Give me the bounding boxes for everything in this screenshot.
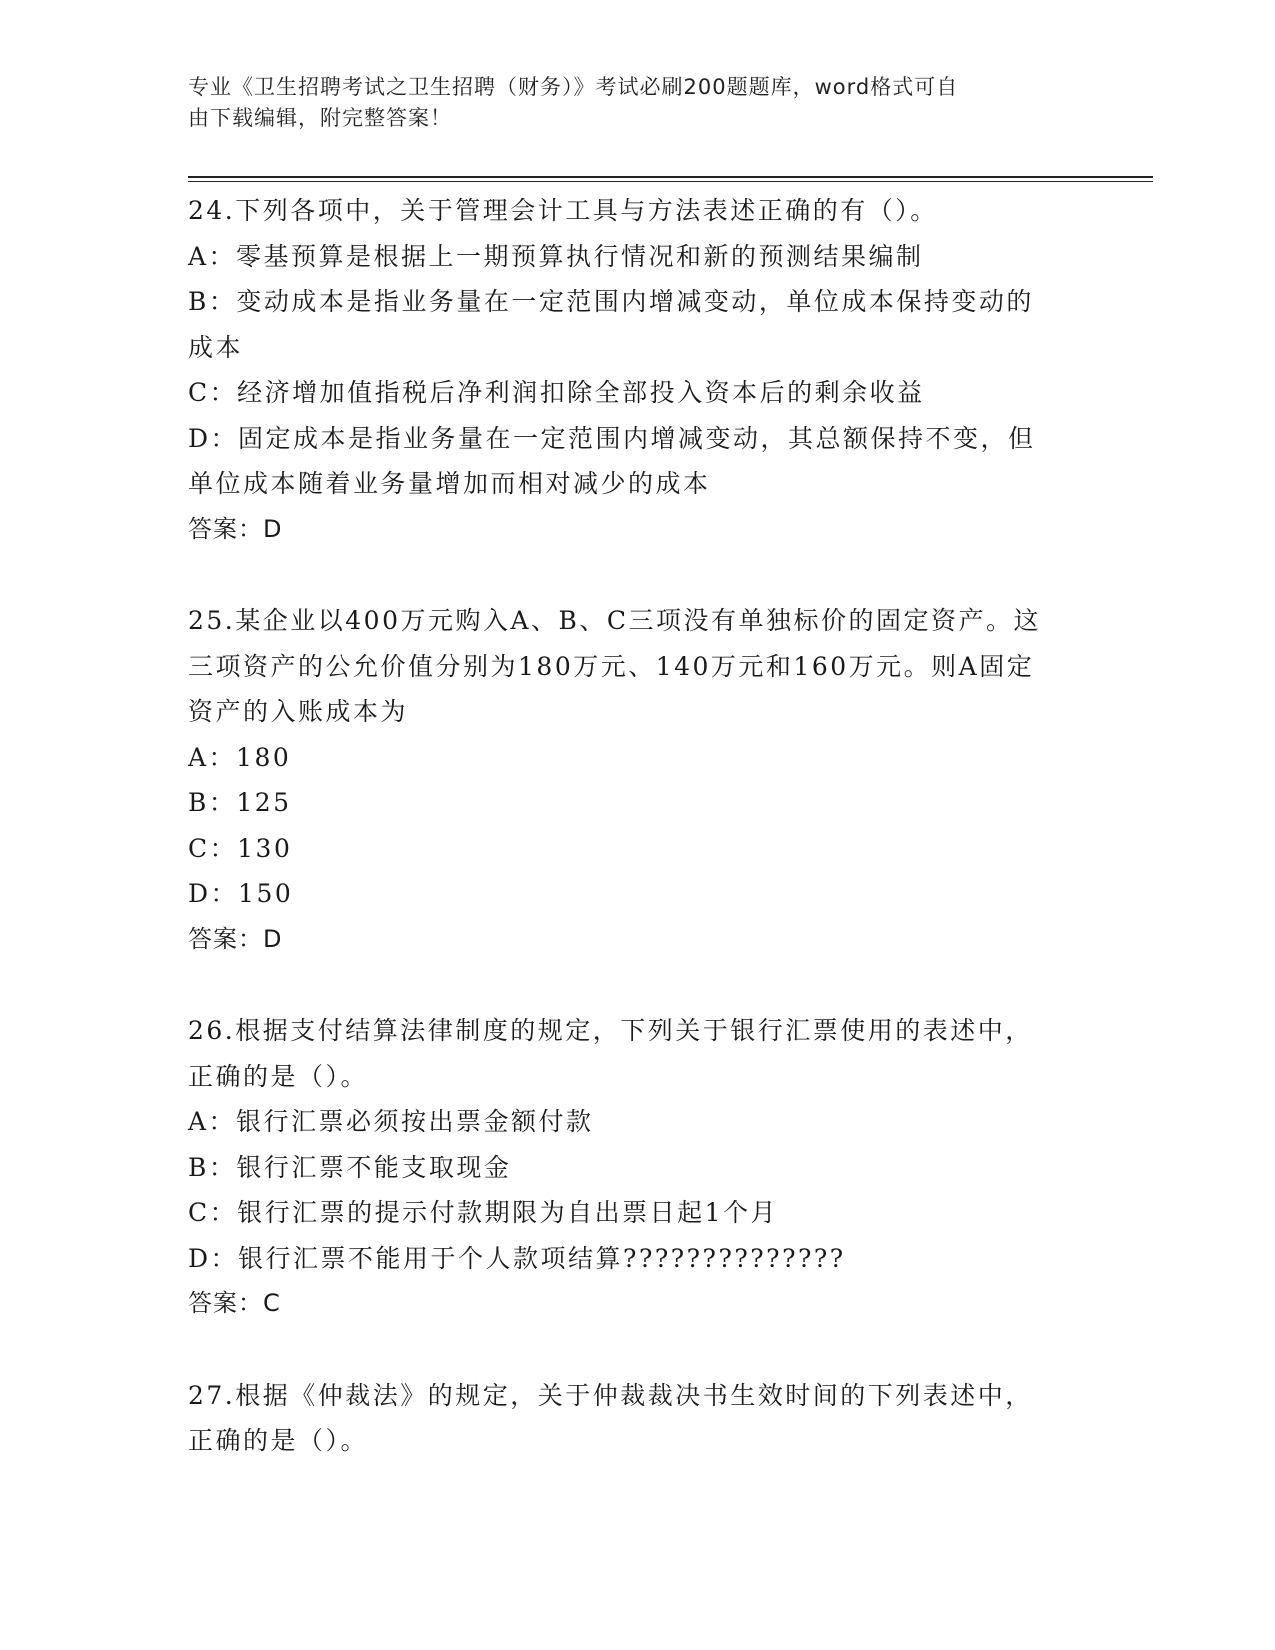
option-b: B：银行汇票不能支取现金	[188, 1152, 512, 1182]
option-d-continued: 单位成本随着业务量增加而相对减少的成本	[188, 469, 711, 498]
question-separator	[188, 962, 1088, 1008]
header-divider-thin	[188, 181, 1153, 182]
document-header	[188, 72, 1068, 134]
question-24	[188, 188, 1088, 552]
header-divider-thick	[188, 176, 1153, 178]
question-stem: 27.根据《仲裁法》的规定，关于仲裁裁决书生效时间的下列表述中，	[188, 1380, 1033, 1410]
answer-label: 答案：D	[188, 514, 283, 543]
answer-label: 答案：C	[188, 1289, 281, 1317]
question-separator	[188, 552, 1088, 598]
question-stem: 25.某企业以400万元购入A、B、C三项没有单独标价的固定资产。这	[188, 606, 1042, 635]
question-26	[188, 1008, 1088, 1327]
option-b: B：变动成本是指业务量在一定范围内增减变动，单位成本保持变动的	[188, 287, 1034, 316]
question-27	[188, 1373, 1088, 1464]
option-d: D：固定成本是指业务量在一定范围内增减变动，其总额保持不变，但	[188, 423, 1036, 453]
option-a: A：银行汇票必须按出票金额付款	[188, 1107, 594, 1136]
option-c: C：130	[188, 833, 293, 863]
question-list	[188, 188, 1088, 1464]
header-line-2: 由下载编辑，附完整答案！	[188, 106, 452, 130]
option-b-continued: 成本	[188, 332, 244, 362]
option-a: A：180	[188, 742, 292, 772]
option-d: D：银行汇票不能用于个人款项结算??????????????	[188, 1243, 846, 1273]
option-a: A：零基预算是根据上一期预算执行情况和新的预测结果编制	[188, 241, 924, 271]
question-stem-continued: 正确的是（）。	[188, 1426, 369, 1455]
question-stem-continued: 资产的入账成本为	[188, 697, 409, 726]
option-b: B：125	[188, 788, 292, 817]
question-25	[188, 598, 1088, 962]
question-stem-continued: 正确的是（）。	[188, 1061, 369, 1091]
question-stem: 24.下列各项中，关于管理会计工具与方法表述正确的有（）。	[188, 196, 938, 225]
question-stem: 26.根据支付结算法律制度的规定，下列关于银行汇票使用的表述中，	[188, 1016, 1033, 1045]
question-separator	[188, 1327, 1088, 1373]
answer-label: 答案：D	[188, 924, 283, 953]
question-stem-continued: 三项资产的公允价值分别为180万元、140万元和160万元。则A固定	[188, 651, 1035, 681]
option-c: C：银行汇票的提示付款期限为自出票日起1个月	[188, 1198, 779, 1227]
header-line-1: 专业《卫生招聘考试之卫生招聘（财务）》考试必刷200题题库，word格式可自	[188, 75, 959, 99]
option-c: C：经济增加值指税后净利润扣除全部投入资本后的剩余收益	[188, 378, 925, 407]
option-d: D：150	[188, 879, 294, 908]
